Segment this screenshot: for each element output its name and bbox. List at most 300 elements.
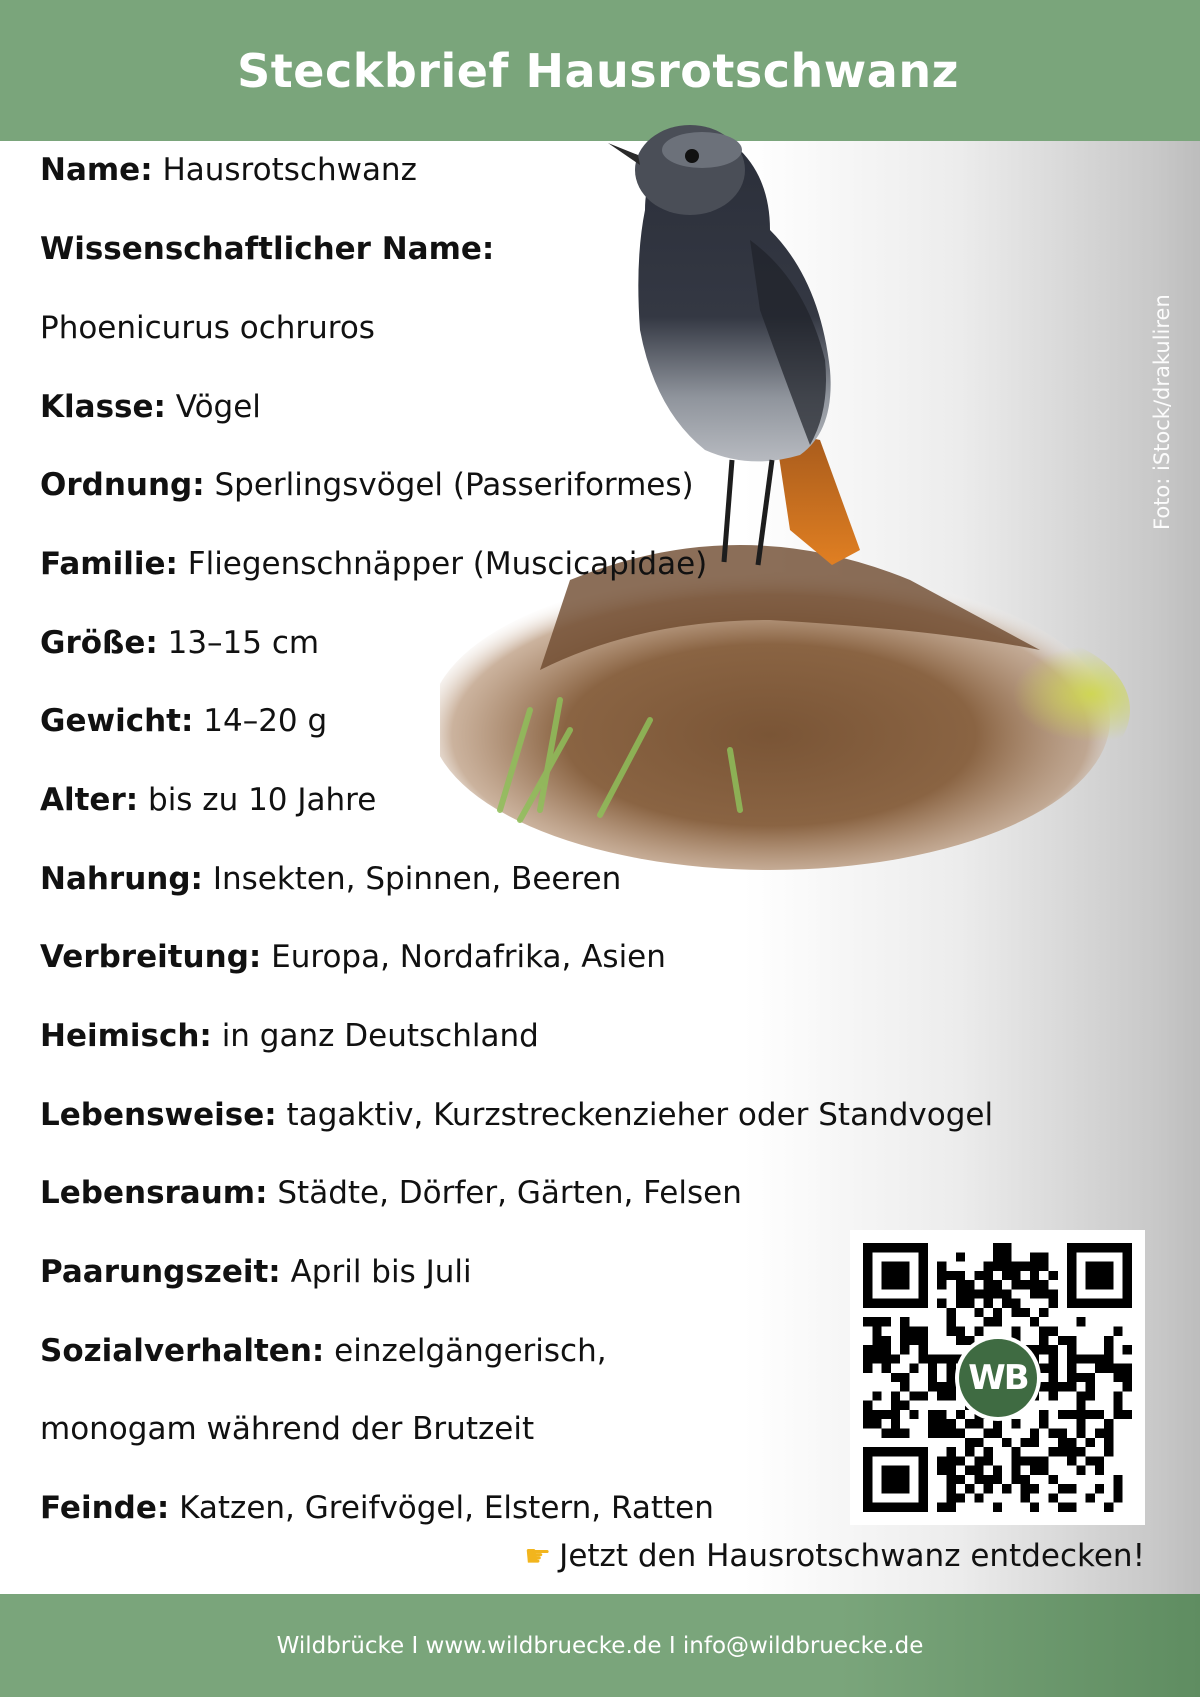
fact-klasse: Klasse: Vögel [40,389,261,425]
qr-module [863,1280,872,1289]
qr-module [1049,1475,1058,1484]
qr-module [1123,1299,1132,1308]
fact-ordnung: Ordnung: Sperlingsvögel (Passeriformes) [40,467,694,503]
qr-module [1039,1456,1048,1465]
qr-module [965,1280,974,1289]
qr-module [1095,1280,1104,1289]
qr-module [1021,1493,1030,1502]
qr-module [900,1326,909,1335]
qr-module [984,1271,993,1280]
qr-module [1049,1326,1058,1335]
qr-module [1002,1289,1011,1298]
qr-module [1123,1243,1132,1252]
qr-module [937,1410,946,1419]
qr-module [974,1438,983,1447]
qr-module [872,1410,881,1419]
qr-module [946,1503,955,1512]
qr-module [919,1466,928,1475]
qr-module [1058,1382,1067,1391]
qr-module [1086,1280,1095,1289]
qr-module [956,1271,965,1280]
qr-module [919,1503,928,1512]
qr-module [1123,1252,1132,1261]
qr-module [863,1317,872,1326]
qr-module [909,1243,918,1252]
qr-module [1086,1373,1095,1382]
qr-module [1021,1456,1030,1465]
qr-module [937,1391,946,1400]
qr-module [1067,1456,1076,1465]
qr-module [1067,1503,1076,1512]
qr-module [909,1326,918,1335]
qr-module [956,1299,965,1308]
qr-module [956,1252,965,1261]
qr-module [1067,1438,1076,1447]
qr-module [1095,1262,1104,1271]
qr-module [900,1466,909,1475]
qr-module [1058,1484,1067,1493]
qr-module [1039,1345,1048,1354]
qr-module [956,1336,965,1345]
qr-module [1104,1503,1113,1512]
qr-module [1104,1280,1113,1289]
qr-module [1067,1336,1076,1345]
qr-module [1095,1271,1104,1280]
qr-module [863,1289,872,1298]
qr-module [1113,1364,1122,1373]
qr-module [1123,1410,1132,1419]
qr-module [1039,1410,1048,1419]
qr-module [1113,1410,1122,1419]
qr-module [863,1503,872,1512]
qr-module [946,1493,955,1502]
cta-text: Jetzt den Hausrotschwanz entdecken! [559,1538,1145,1574]
qr-module [872,1503,881,1512]
qr-module [1039,1289,1048,1298]
qr-module [1002,1252,1011,1261]
qr-module [937,1280,946,1289]
qr-module [872,1391,881,1400]
qr-module [1104,1419,1113,1428]
fact-nahrung: Nahrung: Insekten, Spinnen, Beeren [40,861,622,897]
qr-module [974,1475,983,1484]
qr-module [974,1493,983,1502]
qr-module [900,1299,909,1308]
qr-module [1113,1373,1122,1382]
qr-module [1067,1299,1076,1308]
qr-module [974,1308,983,1317]
qr-module [900,1262,909,1271]
qr-module [1021,1308,1030,1317]
qr-module [882,1447,891,1456]
qr-module [956,1280,965,1289]
qr-module [1113,1475,1122,1484]
qr-module [928,1410,937,1419]
qr-module [984,1289,993,1298]
qr-module [919,1475,928,1484]
qr-module [1039,1326,1048,1335]
fact-familie: Familie: Fliegenschnäpper (Muscicapidae) [40,546,708,582]
qr-module [891,1503,900,1512]
qr-module [882,1336,891,1345]
qr-module [1076,1299,1085,1308]
qr-module [891,1391,900,1400]
fact-scientific-name-value: Phoenicurus ochruros [40,310,375,346]
qr-module [1086,1354,1095,1363]
qr-module [984,1456,993,1465]
qr-module [900,1345,909,1354]
qr-module [900,1336,909,1345]
qr-module [1049,1364,1058,1373]
qr-module [891,1447,900,1456]
qr-module [1076,1410,1085,1419]
qr-module [1011,1466,1020,1475]
qr-module [1123,1262,1132,1271]
qr-module [946,1456,955,1465]
qr-module [1049,1493,1058,1502]
qr-module [928,1382,937,1391]
qr-module [937,1382,946,1391]
qr-module [984,1262,993,1271]
qr-module [1104,1364,1113,1373]
qr-module [900,1243,909,1252]
qr-module [1058,1438,1067,1447]
qr-module [1086,1299,1095,1308]
qr-module [965,1466,974,1475]
qr-module [956,1326,965,1335]
qr-module [882,1475,891,1484]
qr-module [1076,1429,1085,1438]
qr-module [1067,1262,1076,1271]
qr-module [1002,1262,1011,1271]
qr-module [1039,1419,1048,1428]
qr-module [863,1262,872,1271]
qr-module [1002,1243,1011,1252]
qr-module [882,1243,891,1252]
qr-module [863,1345,872,1354]
qr-module [1086,1391,1095,1400]
wildbruecke-logo [955,1335,1041,1421]
qr-module [1067,1373,1076,1382]
qr-module [928,1373,937,1382]
qr-module [882,1429,891,1438]
qr-module [1049,1271,1058,1280]
qr-module [1104,1299,1113,1308]
qr-module [1011,1271,1020,1280]
qr-module [872,1345,881,1354]
qr-module [900,1373,909,1382]
qr-module [965,1289,974,1298]
qr-module [1104,1262,1113,1271]
qr-module [1030,1429,1039,1438]
qr-module [863,1271,872,1280]
qr-module [1067,1252,1076,1261]
fact-scientific-name-label: Wissenschaftlicher Name: [40,231,495,267]
qr-module [919,1484,928,1493]
qr-module [946,1326,955,1335]
qr-module [863,1475,872,1484]
qr-module [919,1326,928,1335]
qr-module [984,1447,993,1456]
qr-module [1030,1317,1039,1326]
qr-module [937,1419,946,1428]
qr-module [863,1484,872,1493]
qr-module [1067,1410,1076,1419]
qr-module [1067,1289,1076,1298]
footer-contact[interactable]: Wildbrücke I www.wildbruecke.de I info@wildbruecke.de [276,1632,924,1659]
qr-module [928,1419,937,1428]
fact-heimisch: Heimisch: in ganz Deutschland [40,1018,539,1054]
qr-module [1113,1493,1122,1502]
qr-module [1011,1280,1020,1289]
fact-sozialverhalten: Sozialverhalten: einzelgängerisch, [40,1333,607,1369]
qr-module [956,1493,965,1502]
qr-module [946,1429,955,1438]
qr-module [993,1289,1002,1298]
qr-module [919,1456,928,1465]
qr-module [974,1289,983,1298]
qr-module [891,1475,900,1484]
qr-module [900,1401,909,1410]
qr-module [1021,1262,1030,1271]
qr-module [891,1280,900,1289]
qr-module [937,1299,946,1308]
qr-module [946,1484,955,1493]
qr-module [1030,1271,1039,1280]
qr-module [1030,1438,1039,1447]
qr-module [984,1429,993,1438]
qr-module [882,1410,891,1419]
qr-module [1030,1484,1039,1493]
fact-sozialverhalten-cont: monogam während der Brutzeit [40,1411,535,1447]
qr-module [1123,1271,1132,1280]
qr-module [891,1419,900,1428]
qr-module [919,1391,928,1400]
qr-module [882,1317,891,1326]
qr-module [1123,1382,1132,1391]
qr-module [1021,1484,1030,1493]
qr-module [1011,1262,1020,1271]
qr-module [946,1317,955,1326]
qr-module [1049,1373,1058,1382]
qr-module [1076,1373,1085,1382]
qr-module [872,1447,881,1456]
qr-module [882,1262,891,1271]
qr-module [956,1475,965,1484]
qr-module [1123,1373,1132,1382]
qr-module [863,1466,872,1475]
qr-module [993,1466,1002,1475]
fact-groesse: Größe: 13–15 cm [40,625,320,661]
qr-module [946,1447,955,1456]
qr-module [863,1447,872,1456]
qr-module [1104,1447,1113,1456]
qr-module [1030,1503,1039,1512]
qr-module [1104,1429,1113,1438]
qr-module [909,1503,918,1512]
qr-module [872,1299,881,1308]
qr-module [1104,1354,1113,1363]
qr-module [1113,1484,1122,1493]
qr-module [1021,1475,1030,1484]
qr-module [1021,1280,1030,1289]
qr-module [928,1364,937,1373]
qr-module [1067,1271,1076,1280]
qr-module [1021,1438,1030,1447]
qr-module [1067,1354,1076,1363]
qr-module [1123,1289,1132,1298]
qr-module [1086,1438,1095,1447]
qr-module [1076,1466,1085,1475]
qr-module [1039,1308,1048,1317]
qr-logo-text: WB [959,1339,1037,1417]
cta-link[interactable] [524,1535,1145,1577]
qr-module [909,1299,918,1308]
qr-module [1067,1280,1076,1289]
qr-module [1058,1447,1067,1456]
qr-module [919,1354,928,1363]
qr-module [900,1429,909,1438]
qr-module [909,1336,918,1345]
qr-module [909,1391,918,1400]
qr-module [1067,1447,1076,1456]
qr-module [1011,1419,1020,1428]
qr-module [1113,1391,1122,1400]
qr-module [984,1484,993,1493]
qr-module [900,1271,909,1280]
qr-module [1039,1466,1048,1475]
qr-module [891,1401,900,1410]
qr-module [919,1299,928,1308]
qr-module [882,1484,891,1493]
qr-module [1030,1289,1039,1298]
qr-module [1123,1345,1132,1354]
qr-module [882,1345,891,1354]
qr-module [891,1466,900,1475]
qr-module [974,1456,983,1465]
qr-module [891,1299,900,1308]
qr-module [872,1243,881,1252]
qr-module [919,1493,928,1502]
qr-module [872,1326,881,1335]
qr-module [937,1456,946,1465]
qr-module [891,1429,900,1438]
qr-module [872,1317,881,1326]
qr-module [900,1447,909,1456]
qr-module [863,1243,872,1252]
qr-module [974,1326,983,1335]
qr-module [974,1466,983,1475]
qr-module [1067,1484,1076,1493]
qr-module [919,1271,928,1280]
qr-module [956,1289,965,1298]
qr-module [993,1429,1002,1438]
qr-module [1049,1354,1058,1363]
qr-module [993,1308,1002,1317]
qr-module [993,1503,1002,1512]
qr-module [1039,1262,1048,1271]
qr-module [891,1484,900,1493]
qr-module [937,1503,946,1512]
qr-module [1076,1317,1085,1326]
qr-module [1113,1299,1122,1308]
qr-module [1049,1382,1058,1391]
qr-module [1095,1243,1104,1252]
qr-module [984,1475,993,1484]
qr-module [937,1466,946,1475]
qr-module [863,1299,872,1308]
qr-module [965,1438,974,1447]
qr-module [1030,1466,1039,1475]
qr-module [882,1280,891,1289]
qr-module [984,1280,993,1289]
qr-module [863,1401,872,1410]
qr-module [937,1271,946,1280]
qr-module [891,1354,900,1363]
qr-module [1104,1336,1113,1345]
qr-module [1058,1429,1067,1438]
qr-module [882,1271,891,1280]
qr-module [946,1419,955,1428]
fact-lebensweise: Lebensweise: tagaktiv, Kurzstreckenzieher oder Standvogel [40,1097,994,1133]
qr-module [1049,1429,1058,1438]
qr-module [863,1252,872,1261]
qr-module [956,1410,965,1419]
qr-module [1104,1438,1113,1447]
fact-paarungszeit: Paarungszeit: April bis Juli [40,1254,472,1290]
footer-bar [0,1594,1200,1697]
qr-module [946,1271,955,1280]
qr-module [1067,1345,1076,1354]
qr-module [1086,1493,1095,1502]
qr-module [928,1429,937,1438]
qr-module [1076,1354,1085,1363]
qr-module [946,1466,955,1475]
qr-module [1086,1382,1095,1391]
pointing-hand-icon: ☛ [524,1538,552,1574]
qr-module [882,1354,891,1363]
qr-module [1095,1466,1104,1475]
qr-module [1095,1364,1104,1373]
qr-module [1076,1243,1085,1252]
qr-module [984,1317,993,1326]
qr-module [909,1364,918,1373]
qr-module [965,1447,974,1456]
qr-module [1086,1271,1095,1280]
qr-module [1011,1447,1020,1456]
qr-module [1011,1456,1020,1465]
qr-module [900,1475,909,1484]
qr-module [919,1289,928,1298]
qr-module [993,1317,1002,1326]
qr-module [882,1503,891,1512]
qr-code[interactable] [850,1230,1145,1525]
qr-module [965,1299,974,1308]
qr-module [1113,1326,1122,1335]
qr-module [1058,1410,1067,1419]
qr-module [1113,1401,1122,1410]
qr-module [1030,1262,1039,1271]
qr-module [1058,1336,1067,1345]
qr-module [1049,1391,1058,1400]
qr-module [1095,1299,1104,1308]
qr-module [1104,1271,1113,1280]
qr-module [974,1271,983,1280]
qr-module [1011,1326,1020,1335]
qr-module [891,1373,900,1382]
qr-module [863,1419,872,1428]
qr-module [956,1429,965,1438]
